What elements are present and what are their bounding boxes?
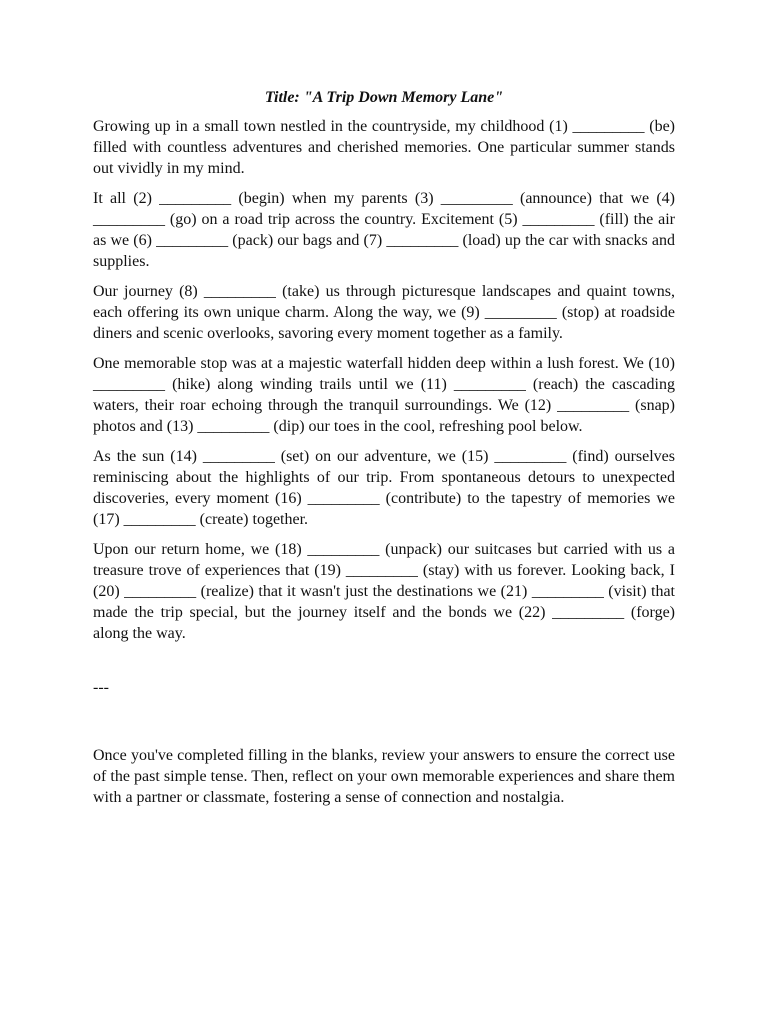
paragraph-sunset: As the sun (14) _________ (set) on our adventure, we (15) _________ (find) ourselves reminiscing about the highlights of our trip. From spontaneous detours to unexpected discoveries, every moment (16) _________ (contribute) to the tapestry of memories we (17) _________ (create) together. bbox=[93, 448, 675, 528]
paragraph-journey: Our journey (8) _________ (take) us through picturesque landscapes and quaint towns, each offering its own unique charm. Along the way, we (9) _________ (stop) at roadside diners and scenic overlooks, savoring every moment together as a family. bbox=[93, 283, 675, 342]
paragraph-return-home: Upon our return home, we (18) _________ (unpack) our suitcases but carried with us a treasure trove of experiences that (19) _________ (stay) with us forever. Looking back, I (20) _________ (realize) that it wasn't just the destinations we (21) _________ (visit) that made the trip special, but the journey itself and the bonds we (22) _________ (forge) along the way. bbox=[93, 541, 675, 642]
paragraph-road-trip-start: It all (2) _________ (begin) when my parents (3) _________ (announce) that we (4) _________ (go) on a road trip across the country. Excitement (5) _________ (fill) the air as we (6) _________ (pack) our bags and (7) _________ (load) up the car with snacks and supplies. bbox=[93, 190, 675, 270]
document-title: Title: "A Trip Down Memory Lane" bbox=[264, 89, 504, 106]
worksheet-page bbox=[93, 87, 675, 808]
paragraph-childhood: Growing up in a small town nestled in the countryside, my childhood (1) _________ (be) filled with countless adventures and cherished memories. One particular summer stands out vividly in my mind. bbox=[93, 118, 675, 177]
paragraph-waterfall: One memorable stop was at a majestic waterfall hidden deep within a lush forest. We (10) _________ (hike) along winding trails until we (11) _________ (reach) the cascading waters, their roar echoing through the tranquil surroundings. We (12) _________ (snap) photos and (13) _________ (dip) our toes in the cool, refreshing pool below. bbox=[93, 355, 675, 435]
section-separator: --- bbox=[93, 679, 109, 696]
closing-instructions: Once you've completed filling in the blanks, review your answers to ensure the correct use of the past simple tense. Then, reflect on your own memorable experiences and share them with a partner or classmate, fostering a sense of connection and nostalgia. bbox=[93, 747, 675, 806]
